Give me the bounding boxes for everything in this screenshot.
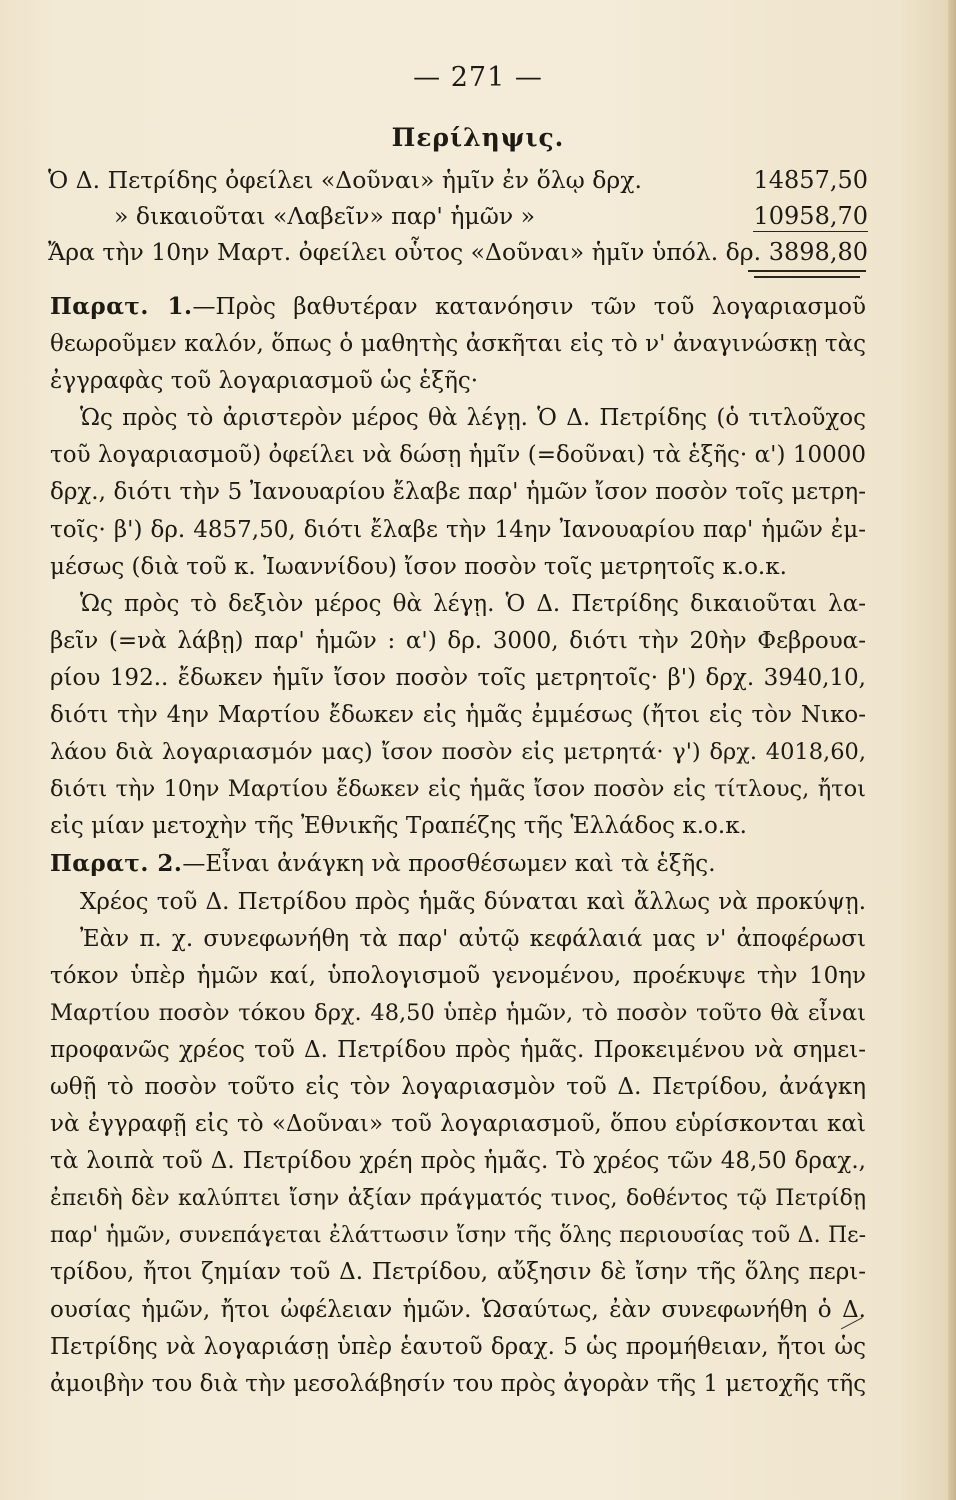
- text-line: θεωροῦμεν καλόν, ὅπως ὁ μαθητὴς ἀσκῆται εἰς τὸ ν' ἀναγινώσκῃ τὰς: [50, 331, 866, 358]
- text-line: δρχ., διότι τὴν 5 Ἰανουαρίου ἔλαβε παρ' ἡμῶν ἴσον ποσὸν τοῖς μετρη-: [50, 479, 866, 506]
- text-line: τόκον ὑπὲρ ἡμῶν καί, ὑπολογισμοῦ γενομένου, προέκυψε τὴν 10ην: [50, 962, 866, 989]
- text-line: βεῖν (=νὰ λάβῃ) παρ' ἡμῶν : α') δρ. 3000, διότι τὴν 20ὴν Φεβρουα-: [50, 627, 866, 654]
- account-row-desc: Ἄρα τὴν 10ην Μαρτ. ὀφείλει οὗτος «Δοῦναι» ἡμῖν ὑπόλ. δρ.: [48, 238, 762, 266]
- account-row: [48, 238, 868, 274]
- text-line: παρ' ἡμῶν, συνεπάγεται ἐλάττωσιν ἴσην τῆς ὅλης περιουσίας τοῦ Δ. Πε-: [50, 1223, 866, 1249]
- paragraph-left-side: [50, 400, 866, 585]
- text-line: τοῖς· β') δρ. 4857,50, διότι ἔλαβε τὴν 14ην Ἰανουαρίου παρ' ἡμῶν ἐμ-: [50, 516, 866, 543]
- account-row: [48, 166, 868, 202]
- text-line: ἀμοιβὴν του διὰ τὴν μεσολάβησίν του πρὸς ἀγορὰν τῆς 1 μετοχῆς τῆς: [50, 1370, 867, 1397]
- text-line: λάου διὰ λογαριασμόν μας) ἴσον ποσὸν εἰς μετρητά· γ') δρχ. 4018,60,: [50, 739, 866, 766]
- remark-label: Παρατ. 2.: [50, 850, 183, 878]
- section-title: Περίληψις.: [391, 123, 565, 152]
- text-line: διότι τὴν 10ην Μαρτίου ἔδωκεν εἰς ἡμᾶς ἴσον ποσὸν εἰς τίτλους, ἤτοι: [50, 776, 866, 803]
- remark-label: Παρατ. 1.: [50, 293, 193, 320]
- total-rule: [748, 270, 866, 272]
- text-line: ἐγγραφὰς τοῦ λογαριασμοῦ ὡς ἑξῆς·: [50, 368, 479, 395]
- text-line: Ἐὰν π. χ. συνεφωνήθη τὰ παρ' αὐτῷ κεφάλαιά μας ν' ἀποφέρωσι: [80, 925, 866, 952]
- text-line: εἰς μίαν μετοχὴν τῆς Ἐθνικῆς Τραπέζης τῆς Ἑλλάδος κ.ο.κ.: [50, 813, 747, 840]
- text-line: Παρατ. 2.—Εἶναι ἀνάγκη νὰ προσθέσωμεν καὶ τὰ ἑξῆς.: [50, 850, 716, 878]
- page-edge: [948, 0, 956, 1500]
- text-line: Χρέος τοῦ Δ. Πετρίδου πρὸς ἡμᾶς δύναται καὶ ἄλλως νὰ προκύψῃ.: [80, 888, 866, 915]
- text-line: προφανῶς χρέος τοῦ Δ. Πετρίδου πρὸς ἡμᾶς. Προκειμένου νὰ σημει-: [50, 1036, 866, 1063]
- page-number: — 271 —: [413, 62, 543, 93]
- text-line: ουσίας ἡμῶν, ἤτοι ὠφέλειαν ἡμῶν. Ὡσαύτως, ἐὰν συνεφωνήθη ὁ Δ.: [50, 1296, 866, 1323]
- text-line: μέσως (διὰ τοῦ κ. Ἰωαννίδου) ἴσον ποσὸν τοῖς μετρητοῖς κ.ο.κ.: [50, 553, 787, 580]
- account-row-amount: 14857,50: [753, 166, 868, 194]
- account-row-desc: Ὁ Δ. Πετρίδης ὀφείλει «Δοῦναι» ἡμῖν ἐν ὅλῳ δρχ.: [48, 166, 642, 194]
- text-line: τὰ λοιπὰ τοῦ Δ. Πετρίδου χρέη πρὸς ἡμᾶς. Τὸ χρέος τῶν 48,50 δραχ.,: [50, 1148, 866, 1175]
- account-row-amount: 10958,70: [753, 202, 868, 230]
- text-line: Πετρίδης νὰ λογαριάσῃ ὑπὲρ ἑαυτοῦ δραχ. 5 ὡς προμήθειαν, ἤτοι ὡς: [50, 1333, 866, 1360]
- text-line: διότι τὴν 4ην Μαρτίου ἔδωκεν εἰς ἡμᾶς ἐμμέσως (ἤτοι εἰς τὸν Νικο-: [50, 702, 866, 729]
- account-row-desc: » δικαιοῦται «Λαβεῖν» παρ' ἡμῶν »: [114, 202, 536, 230]
- text-line: τοῦ λογαριασμοῦ) ὀφείλει νὰ δώσῃ ἡμῖν (=δοῦναι) τὰ ἑξῆς· α') 10000: [50, 442, 866, 469]
- body-text: [50, 288, 866, 1403]
- paragraph-remark-1: [50, 288, 866, 400]
- paragraph-remark-2: [50, 845, 866, 1402]
- text-line: Ὡς πρὸς τὸ ἀριστερὸν μέρος θὰ λέγῃ. Ὁ Δ. Πετρίδης (ὁ τιτλοῦχος: [80, 405, 866, 432]
- text-line: νὰ ἐγγραφῇ εἰς τὸ «Δοῦναι» τοῦ λογαριασμοῦ, ὅπου εὑρίσκονται καὶ: [50, 1111, 866, 1138]
- text-line: ρίου 192.. ἔδωκεν ἡμῖν ἴσον ποσὸν τοῖς μετρητοῖς· β') δρχ. 3940,10,: [50, 664, 866, 691]
- text-line: ἐπειδὴ δὲν καλύπτει ἴσην ἀξίαν πράγματός τινος, δοθέντος τῷ Πετρίδῃ: [50, 1186, 866, 1212]
- text-line: ωθῇ τὸ ποσὸν τοῦτο εἰς τὸν λογαριασμὸν τοῦ Δ. Πετρίδου, ἀνάγκη: [50, 1073, 866, 1100]
- text-line: Παρατ. 1.—Πρὸς βαθυτέραν κατανόησιν τῶν τοῦ λογαριασμοῦ: [50, 293, 866, 320]
- account-row-amount: 3898,80: [768, 238, 868, 266]
- total-rule: [754, 276, 860, 278]
- paragraph-right-side: [50, 586, 866, 846]
- text-line: Ὡς πρὸς τὸ δεξιὸν μέρος θὰ λέγῃ. Ὁ Δ. Πετρίδης δικαιοῦται λα-: [80, 590, 866, 617]
- text-line: τρίδου, ἤτοι ζημίαν τοῦ Δ. Πετρίδου, αὔξησιν δὲ ἴσην τῆς ὅλης περι-: [50, 1259, 866, 1286]
- text-line: Μαρτίου ποσὸν τόκου δρχ. 48,50 ὑπὲρ ἡμῶν, τὸ ποσὸν τοῦτο θὰ εἶναι: [50, 999, 866, 1026]
- account-row: [48, 202, 868, 238]
